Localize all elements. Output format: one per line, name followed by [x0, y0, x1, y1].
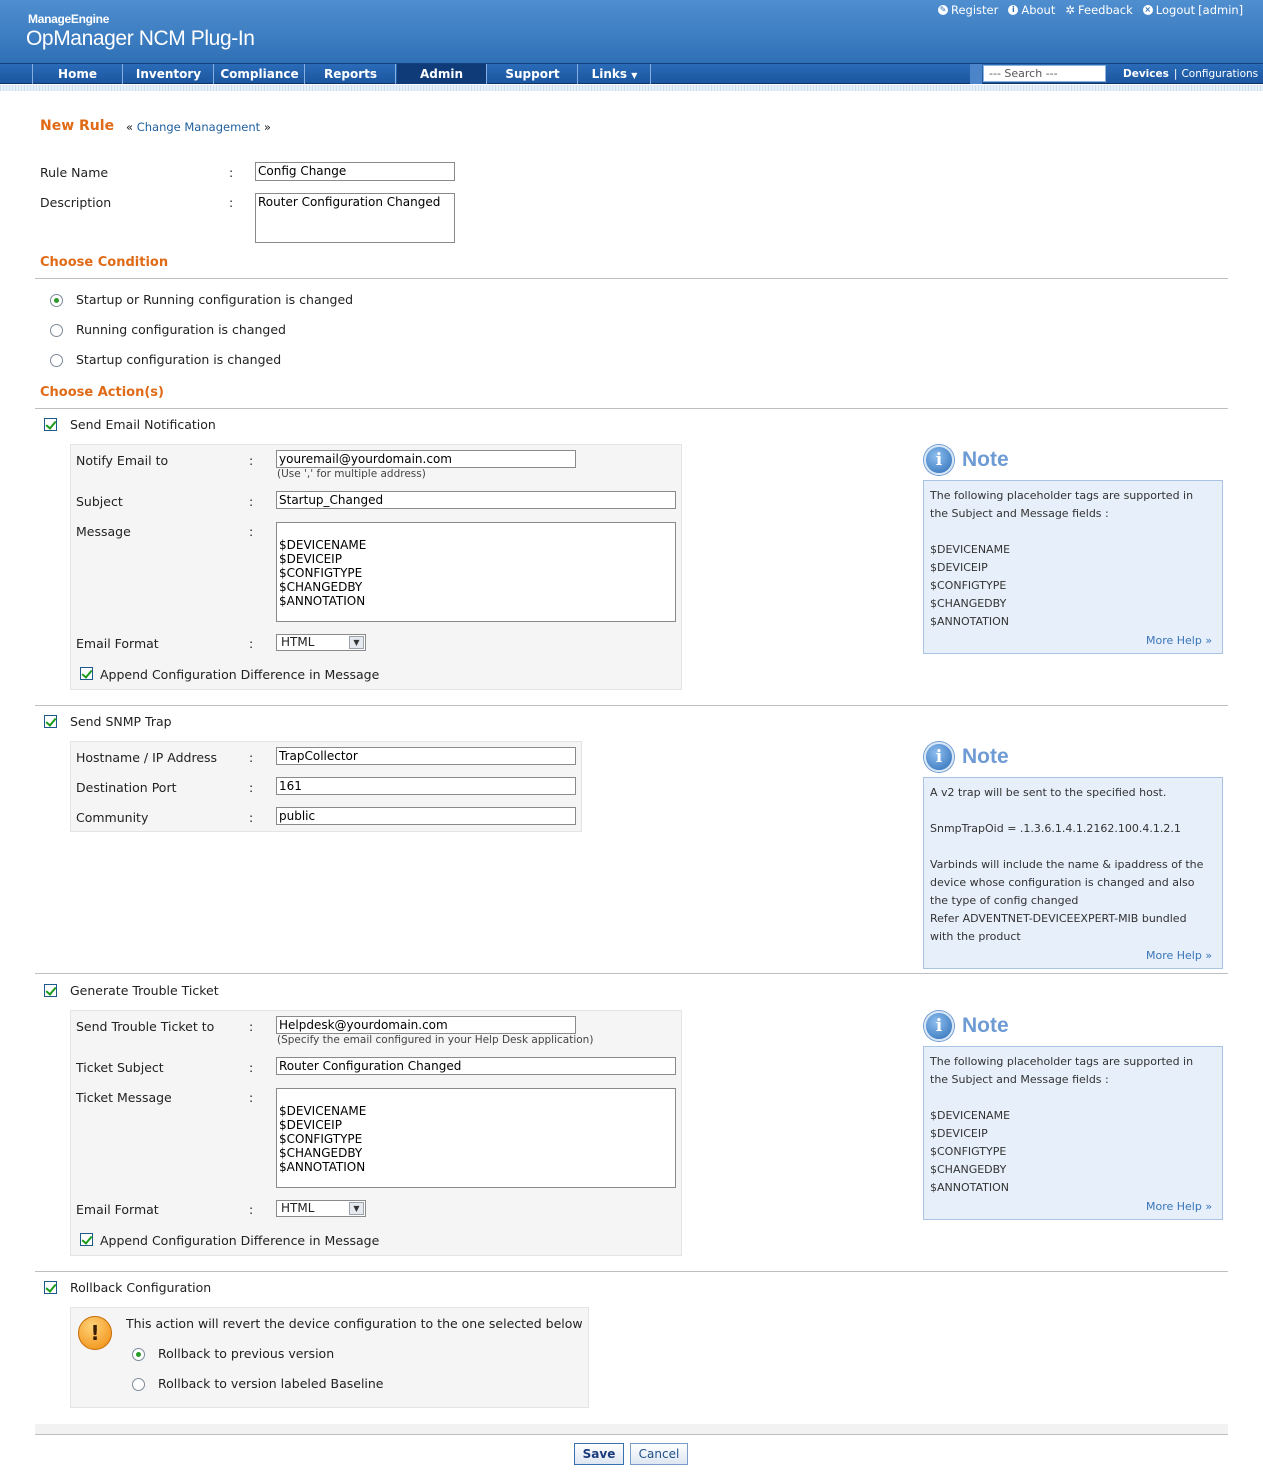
- snmp-port-input[interactable]: 161: [276, 777, 576, 795]
- vendor-logo: ManageEngine: [28, 12, 110, 26]
- logout-link[interactable]: × Logout [admin]: [1144, 3, 1244, 17]
- condition-label-running: Running configuration is changed: [76, 322, 286, 337]
- trouble-ticket-checkbox[interactable]: [44, 984, 57, 997]
- ticket-message-label: Ticket Message: [76, 1090, 172, 1105]
- chevron-down-icon: ▼: [631, 71, 638, 80]
- chevron-down-icon: ▼: [349, 636, 364, 649]
- app-header: [0, 0, 1263, 63]
- rollback-baseline-radio[interactable]: [132, 1378, 145, 1391]
- breadcrumb: « Change Management »: [126, 120, 271, 134]
- configurations-link[interactable]: Configurations: [1181, 68, 1259, 80]
- warning-icon: !: [78, 1316, 112, 1350]
- send-snmp-checkbox[interactable]: [44, 715, 57, 728]
- notify-email-input[interactable]: youremail@yourdomain.com: [276, 450, 576, 468]
- ticket-format-select[interactable]: HTML ▼: [276, 1200, 366, 1217]
- search-input[interactable]: --- Search ---: [983, 65, 1106, 82]
- snmp-note-header: i Note: [924, 742, 1009, 772]
- email-message-label: Message: [76, 524, 131, 539]
- email-note-box: The following placeholder tags are supported in the Subject and Message fields : $DEVICENAME $DEVICEIP $CONFIGTYPE $CHANGEDBY $ANNOTATION: [923, 480, 1223, 654]
- cancel-button[interactable]: Cancel: [630, 1443, 688, 1465]
- tab-inventory[interactable]: Inventory: [124, 64, 214, 84]
- tab-home[interactable]: Home: [33, 64, 123, 84]
- ticket-more-help-link[interactable]: More Help »: [1146, 1200, 1213, 1213]
- rule-name-label: Rule Name: [40, 165, 109, 180]
- ticket-to-label: Send Trouble Ticket to: [76, 1019, 215, 1034]
- ticket-subject-input[interactable]: Router Configuration Changed: [276, 1057, 676, 1075]
- about-link[interactable]: i About: [1008, 2, 1055, 18]
- main-nav: Home Inventory Compliance Reports Admin Support Links ▼ --- Search --- Devices | Configurations: [0, 63, 1263, 84]
- email-message-textarea[interactable]: $DEVICENAME $DEVICEIP $CONFIGTYPE $CHANGEDBY $ANNOTATION: [276, 522, 676, 622]
- email-append-diff-checkbox[interactable]: [80, 667, 93, 680]
- devices-link[interactable]: Devices: [1123, 68, 1169, 80]
- product-title: OpManager NCM Plug-In: [26, 27, 255, 50]
- feedback-link[interactable]: ✲ Feedback: [1065, 3, 1133, 17]
- info-icon: i: [924, 1011, 954, 1041]
- description-textarea[interactable]: Router Configuration Changed: [255, 193, 455, 243]
- rollback-label: Rollback Configuration: [70, 1280, 212, 1295]
- ticket-note-box: The following placeholder tags are supported in the Subject and Message fields : $DEVICENAME $DEVICEIP $CONFIGTYPE $CHANGEDBY $ANNOTATION: [923, 1046, 1223, 1220]
- snmp-more-help-link[interactable]: More Help »: [1146, 949, 1213, 962]
- register-icon: ✎: [939, 5, 947, 14]
- ticket-to-input[interactable]: Helpdesk@yourdomain.com: [276, 1016, 576, 1034]
- tab-links[interactable]: Links ▼: [579, 64, 651, 84]
- condition-label-startup: Startup configuration is changed: [76, 352, 282, 367]
- condition-radio-startup[interactable]: [50, 354, 63, 367]
- rollback-previous-radio[interactable]: [132, 1348, 145, 1361]
- rollback-checkbox[interactable]: [44, 1281, 57, 1294]
- ticket-note-header: i Note: [924, 1011, 1009, 1041]
- info-icon: i: [924, 445, 954, 475]
- ticket-to-hint: (Specify the email configured in your Help Desk application): [277, 1034, 594, 1046]
- snmp-community-input[interactable]: public: [276, 807, 576, 825]
- condition-label-startup-or-running: Startup or Running configuration is changed: [76, 292, 354, 307]
- ticket-format-label: Email Format: [76, 1202, 159, 1217]
- top-links: [938, 2, 1243, 18]
- email-more-help-link[interactable]: More Help »: [1146, 634, 1213, 647]
- snmp-host-input[interactable]: TrapCollector: [276, 747, 576, 765]
- page-title: New Rule: [40, 118, 115, 134]
- ticket-message-textarea[interactable]: $DEVICENAME $DEVICEIP $CONFIGTYPE $CHANGEDBY $ANNOTATION: [276, 1088, 676, 1188]
- snmp-note-box: A v2 trap will be sent to the specified host. SnmpTrapOid = .1.3.6.1.4.1.2162.100.4.1.2.1 Varbinds will include the name & ipaddress of the device whose configuration is changed and also the type of config changed Refer ADVENTNET-DEVICEEXPERT-MIB bundled with the product: [923, 777, 1223, 969]
- save-button[interactable]: Save: [574, 1443, 624, 1465]
- email-note-header: i Note: [924, 445, 1009, 475]
- email-subject-label: Subject: [76, 494, 123, 509]
- snmp-port-label: Destination Port: [76, 780, 177, 795]
- tab-reports[interactable]: Reports: [306, 64, 396, 84]
- chevron-down-icon: ▼: [349, 1202, 364, 1215]
- tab-support[interactable]: Support: [488, 64, 578, 84]
- email-format-select[interactable]: HTML ▼: [276, 634, 366, 651]
- rollback-warning-text: This action will revert the device configuration to the one selected below: [126, 1316, 583, 1331]
- about-icon: i: [1008, 5, 1018, 15]
- send-snmp-label: Send SNMP Trap: [70, 714, 172, 729]
- choose-actions-heading: Choose Action(s): [40, 385, 164, 400]
- rollback-baseline-label: Rollback to version labeled Baseline: [158, 1376, 384, 1391]
- email-append-diff-label: Append Configuration Difference in Message: [100, 667, 380, 682]
- username: [admin]: [1198, 3, 1244, 17]
- send-email-label: Send Email Notification: [70, 417, 216, 432]
- condition-radio-running[interactable]: [50, 324, 63, 337]
- choose-condition-heading: Choose Condition: [40, 255, 169, 270]
- rule-name-input[interactable]: Config Change: [255, 162, 455, 181]
- ticket-subject-label: Ticket Subject: [76, 1060, 164, 1075]
- condition-radio-startup-or-running[interactable]: [50, 294, 63, 307]
- description-label: Description: [40, 195, 112, 210]
- tab-admin[interactable]: Admin: [397, 64, 487, 84]
- feedback-icon: ✲: [1065, 3, 1076, 17]
- email-format-label: Email Format: [76, 636, 159, 651]
- snmp-community-label: Community: [76, 810, 149, 825]
- email-subject-input[interactable]: Startup_Changed: [276, 491, 676, 509]
- info-icon: i: [924, 742, 954, 772]
- breadcrumb-change-management[interactable]: Change Management: [136, 120, 261, 134]
- ticket-append-diff-checkbox[interactable]: [80, 1233, 93, 1246]
- notify-email-hint: (Use ',' for multiple address): [277, 468, 426, 480]
- ticket-append-diff-label: Append Configuration Difference in Message: [100, 1233, 380, 1248]
- rollback-previous-label: Rollback to previous version: [158, 1346, 335, 1361]
- logout-icon: ×: [1144, 5, 1152, 14]
- notify-email-label: Notify Email to: [76, 453, 169, 468]
- tab-compliance[interactable]: Compliance: [215, 64, 305, 84]
- register-link[interactable]: ✎ Register: [939, 3, 999, 17]
- snmp-host-label: Hostname / IP Address: [76, 750, 218, 765]
- send-email-checkbox[interactable]: [44, 418, 57, 431]
- trouble-ticket-label: Generate Trouble Ticket: [70, 983, 219, 998]
